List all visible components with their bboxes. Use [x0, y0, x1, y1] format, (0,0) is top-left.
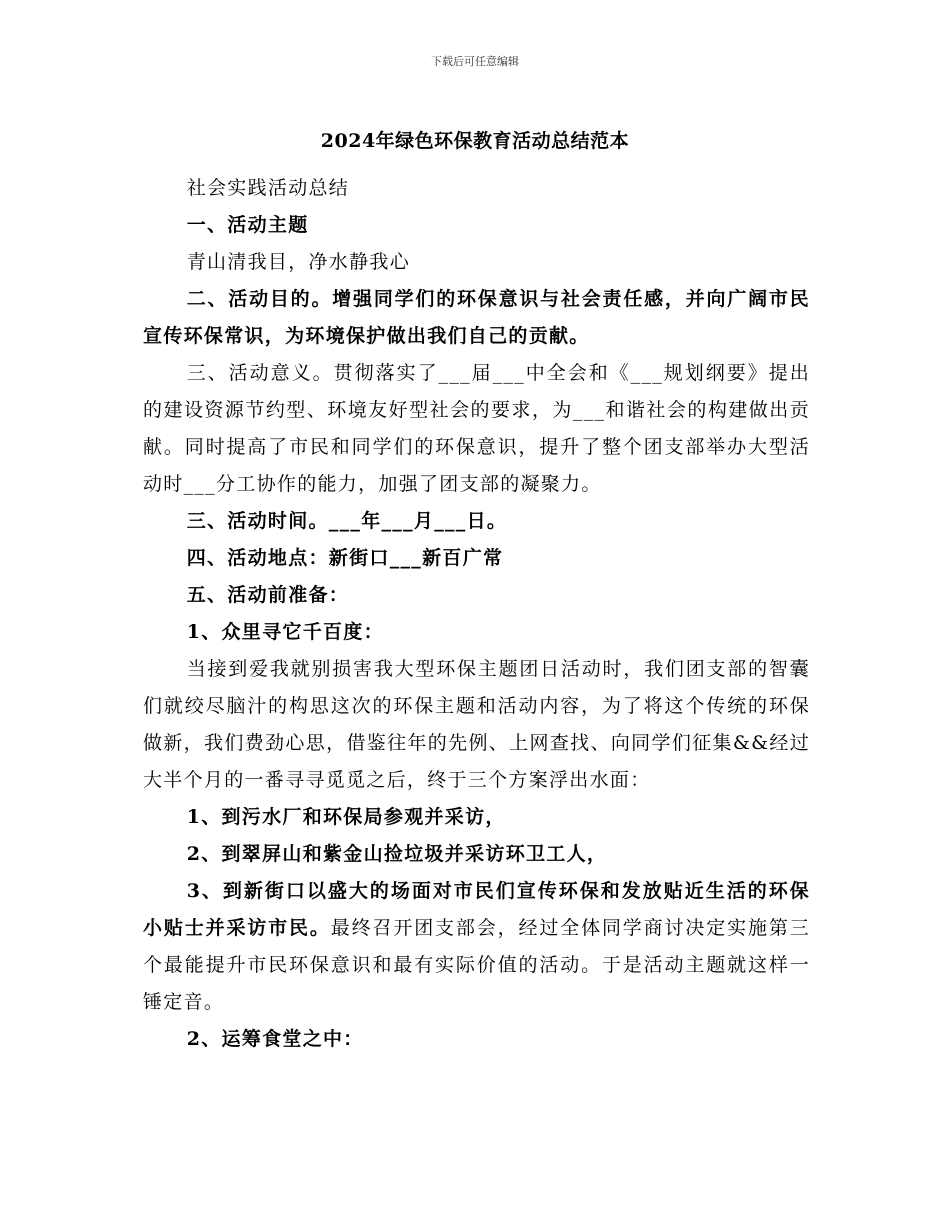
- paragraph-activity-purpose: 二、活动目的。增强同学们的环保意识与社会责任感，并向广阔市民宣传环保常识，为环境保护做出我们自己的贡献。: [143, 288, 810, 347]
- page-header-note: 下载后可任意编辑: [431, 55, 519, 68]
- heading-preparation: 五、活动前准备：: [186, 584, 350, 606]
- heading-activity-theme: 一、活动主题: [186, 214, 309, 236]
- paragraph-theme-slogan: 青山清我目，净水静我心: [186, 251, 410, 273]
- list-item-plan-3: 3、到新街口以盛大的场面对市民们宣传环保和发放贴近生活的环保小贴士并采访市民。最终召开团支部会，经过全体同学商讨决定实施第三个最能提升市民环保意识和最有实际价值的活动。于是活动主题就这样一锤定音。: [143, 880, 810, 1013]
- heading-preparation-step-1: 1、众里寻它千百度：: [186, 621, 384, 643]
- document-body: [143, 170, 810, 1058]
- heading-activity-time: 三、活动时间。___年___月___日。: [186, 510, 508, 532]
- document-title: 2024年绿色环保教育活动总结范本: [320, 130, 630, 152]
- list-item-plan-2: 2、到翠屏山和紫金山捡垃圾并采访环卫工人，: [186, 843, 608, 865]
- paragraph-activity-significance: 三、活动意义。贯彻落实了___届___中全会和《___规划纲要》提出的建设资源节约型、环境友好型社会的要求，为___和谐社会的构建做出贡献。同时提高了市民和同学们的环保意识，提升了整个团支部举办大型活动时___分工协作的能力，加强了团支部的凝聚力。: [143, 362, 810, 495]
- paragraph-subtitle: 社会实践活动总结: [186, 177, 350, 199]
- list-item-plan-1: 1、到污水厂和环保局参观并采访，: [186, 806, 506, 828]
- paragraph-brainstorm: 当接到爱我就别损害我大型环保主题团日活动时，我们团支部的智囊们就绞尽脑汁的构思这次的环保主题和活动内容，为了将这个传统的环保做新，我们费劲心思，借鉴往年的先例、上网查找、向同学们征集&&经过大半个月的一番寻寻觅觅之后，终于三个方案浮出水面：: [143, 658, 810, 791]
- heading-activity-location: 四、活动地点：新街口___新百广常: [186, 547, 504, 569]
- heading-preparation-step-2: 2、运筹食堂之中：: [186, 1028, 364, 1050]
